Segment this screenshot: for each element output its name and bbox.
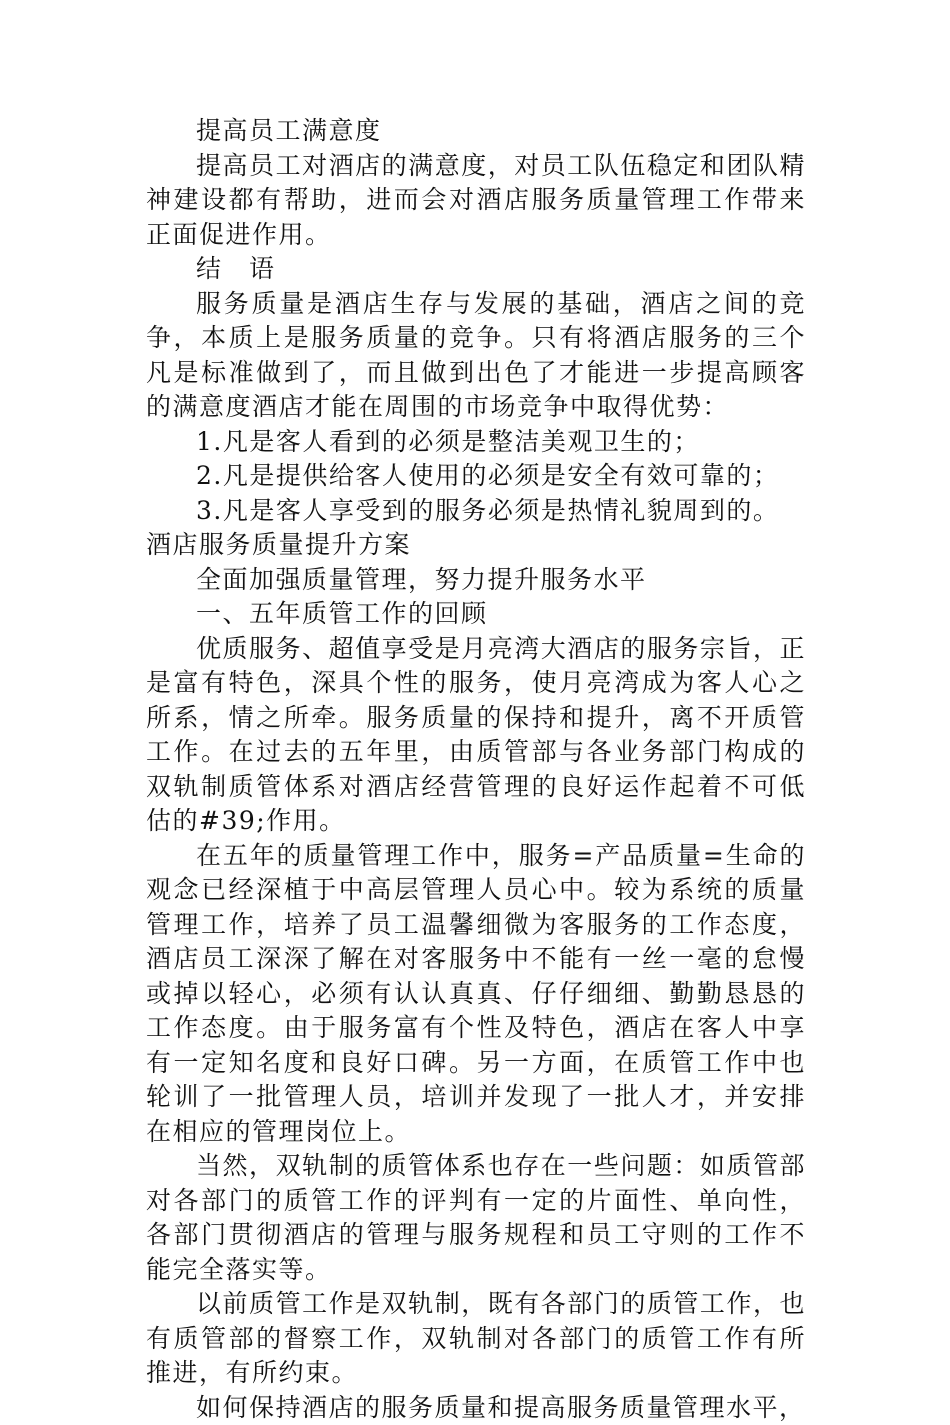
paragraph: 当然，双轨制的质管体系也存在一些问题：如质管部对各部门的质管工作的评判有一定的片面性、单向性，各部门贯彻酒店的管理与服务规程和员工守则的工作不能完全落实等。 xyxy=(146,1149,806,1287)
paragraph: 提高员工对酒店的满意度，对员工队伍稳定和团队精神建设都有帮助，进而会对酒店服务质量管理工作带来正面促进作用。 xyxy=(146,149,806,253)
paragraph: 在五年的质量管理工作中，服务=产品质量=生命的观念已经深植于中高层管理人员心中。较为系统的质量管理工作，培养了员工温馨细微为客服务的工作态度，酒店员工深深了解在对客服务中不能有一丝一毫的怠慢或掉以轻心，必须有认认真真、仔仔细细、勤勤恳恳的工作态度。由于服务富有个性及特色，酒店在客人中享有一定知名度和良好口碑。另一方面，在质管工作中也轮训了一批管理人员，培训并发现了一批人才，并安排在相应的管理岗位上。 xyxy=(146,839,806,1150)
paragraph: 服务质量是酒店生存与发展的基础，酒店之间的竞争，本质上是服务质量的竞争。只有将酒店服务的三个凡是标准做到了，而且做到出色了才能进一步提高顾客的满意度酒店才能在周围的市场竞争中取得优势： xyxy=(146,287,806,425)
document-body xyxy=(146,114,806,1425)
subtitle: 全面加强质量管理，努力提升服务水平 xyxy=(146,563,806,598)
list-item: 1.凡是客人看到的必须是整洁美观卫生的； xyxy=(146,425,806,460)
section-heading-conclusion: 结 语 xyxy=(146,252,806,287)
list-item: 3.凡是客人享受到的服务必须是热情礼貌周到的。 xyxy=(146,494,806,529)
paragraph: 以前质管工作是双轨制，既有各部门的质管工作，也有质管部的督察工作，双轨制对各部门的质管工作有所推进，有所约束。 xyxy=(146,1287,806,1391)
paragraph: 如何保持酒店的服务质量和提高服务质量管理水平， xyxy=(146,1391,806,1425)
section-heading-review: 一、五年质管工作的回顾 xyxy=(146,597,806,632)
paragraph: 优质服务、超值享受是月亮湾大酒店的服务宗旨，正是富有特色，深具个性的服务，使月亮湾成为客人心之所系，情之所牵。服务质量的保持和提升，离不开质管工作。在过去的五年里，由质管部与各业务部门构成的双轨制质管体系对酒店经营管理的良好运作起着不可低估的#39;作用。 xyxy=(146,632,806,839)
document-title: 酒店服务质量提升方案 xyxy=(146,528,806,563)
section-heading-employee-satisfaction: 提高员工满意度 xyxy=(146,114,806,149)
list-item: 2.凡是提供给客人使用的必须是安全有效可靠的； xyxy=(146,459,806,494)
